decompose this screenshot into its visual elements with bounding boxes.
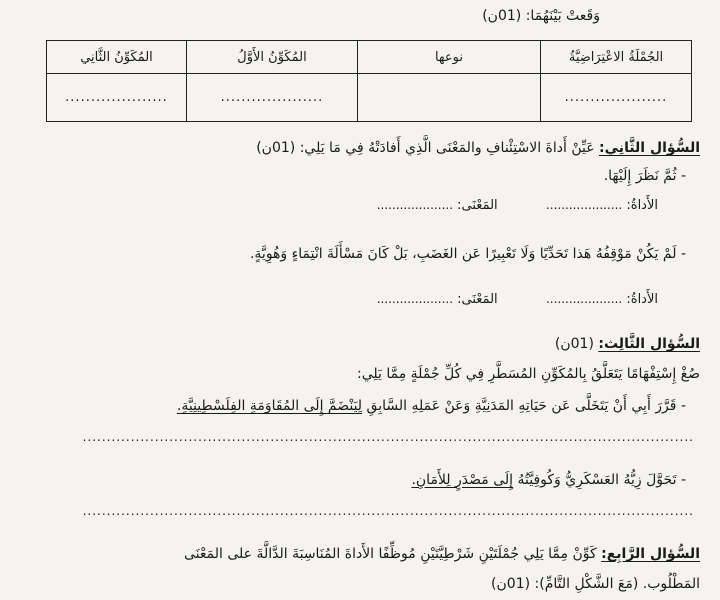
intro-line: وَقَعتْ بَيْنَهُمَا: (01ن) [482,8,600,24]
question-3-line [555,336,700,352]
table-cell[interactable] [358,74,541,122]
question-2-line [256,140,700,156]
q2-item-1-text: ثُمَّ نَظَرَ إِلَيْهَا. [603,168,677,184]
tool-answer[interactable]: .................... [545,198,623,212]
question-4-title: السُّؤال الرَّابِع: [601,546,700,562]
table-header: نوعها [358,41,541,74]
question-3-text: صُغْ إِسْتِفْهَامًا يَتَعَلَّقُ بِالمُكَوِّنِ المُسَطَّرِ فِي كُلِّ جُمْلَةٍ مِمَّا يَلِي: [357,366,700,382]
question-2-title: السُّؤال الثَّانِي: [599,140,700,156]
q2-answer-row-2 [377,292,658,307]
q3-item-1-underlined: لِيَنْضَمَّ إِلَى المُقَاوَمَةِ الفِلَسْطِينِيَّةِ. [176,398,363,414]
table-row [47,74,692,122]
question-3-points: (01ن) [554,336,594,352]
question-4-line [184,546,700,562]
q3-item-2-text: تَحَوَّلَ زِيُّهُ العَسْكَرِيُّ وَكُوفِيَّتُهُ [517,472,677,488]
q3-item-2 [411,472,686,488]
question-2-text: عَيِّنْ أَداةَ الاسْتِئْنافِ والمَعْنَى الَّذِي أَفادَتْهُ فِي مَا يَلِي: (01ن) [256,140,595,156]
table-header: المُكَوِّنُ الأَوَّلُ [187,41,358,74]
table-cell[interactable]: .................... [541,74,692,122]
q2-item-2 [250,246,686,262]
meaning-label: المَعْنَى: [457,292,498,307]
bullet-mark: - [680,168,686,184]
question-4-text: كَوِّنْ مِمَّا يَلِي جُمْلَتَيْنِ شَرْطِيَّتَيْنِ مُوظِّفًا الأَداةَ المُنَاسِبَةَ الدَّالَّةَ على المَعْنَى [184,546,597,562]
sentence-table [46,40,692,122]
table-header: الجُمْلَةُ الاعْتِرَاضِيَّةُ [541,41,692,74]
question-3-title: السُّؤال الثَّالِث: [598,336,700,352]
q3-item-1 [177,398,686,414]
answer-line[interactable]: ............................................................................................................................... [82,430,694,444]
table-cell[interactable]: .................... [187,74,358,122]
tool-label: الأَداةُ: [626,198,658,213]
tool-answer[interactable]: .................... [545,292,623,306]
q3-item-2-underlined: إِلَى مَصْدَرٍ لِلأَمَانِ. [411,472,514,488]
meaning-answer[interactable]: .................... [376,198,454,212]
bullet-mark: - [680,472,686,488]
meaning-label: المَعْنَى: [457,198,498,213]
bullet-mark: - [680,398,686,414]
question-4-points: (01ن) [491,576,531,592]
q3-item-1-text: قَرَّرَ أَبِي أَنْ يَتَخَلَّى عَن حَيَاتِهِ المَدَنِيَّةِ وَعَنْ عَمَلِهِ السَّابِقِ [366,398,677,414]
bullet-mark: - [680,246,686,262]
answer-line[interactable]: ............................................................................................................................... [82,504,694,518]
question-4-line-2 [491,576,700,592]
q2-item-2-text: لَمْ يَكُنْ مَوْقِفُهُ هَذا تَحَدِّيًا وَلَا تَعْبِيرًا عَن الغَضَبِ، بَلْ كَانَ مَسْأَلَةَ انْتِمَاءٍ وَهُوِيَّةٍ. [249,246,677,262]
tool-label: الأَداةُ: [626,292,658,307]
question-4-text-2: المَطْلُوب. (مَعَ الشَّكْلِ التَّامِّ): [534,576,700,592]
q2-item-1 [604,168,686,184]
table-header: المُكَوِّنُ الثَّانِي [47,41,187,74]
q2-answer-row-1 [377,198,658,213]
table-cell[interactable]: .................... [47,74,187,122]
table-header-row [47,41,692,74]
meaning-answer[interactable]: .................... [376,292,454,306]
